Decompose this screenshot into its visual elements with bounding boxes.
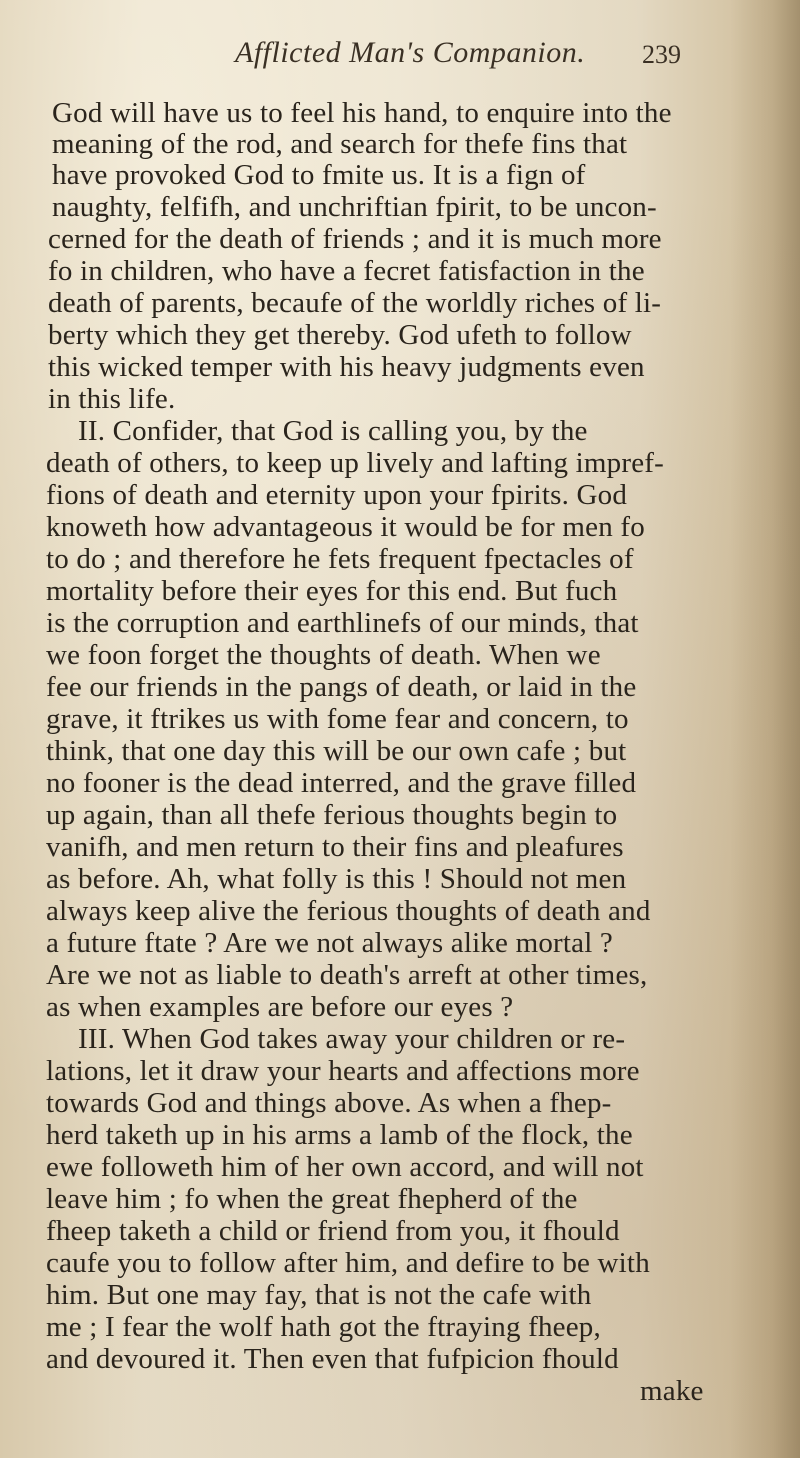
text-line: knoweth how advantageous it would be for men fo [46, 511, 645, 543]
text-line: up again, than all thefe ferious thoughts begin to [46, 799, 618, 831]
text-line: have provoked God to fmite us. It is a fign of [52, 159, 586, 191]
text-line: is the corruption and earthlinefs of our minds, that [46, 607, 639, 639]
page-number: 239 [642, 40, 681, 69]
text-line: and devoured it. Then even that fufpicion fhould [46, 1343, 619, 1375]
text-line: ewe followeth him of her own accord, and will not [46, 1151, 644, 1183]
running-title: Afflicted Man's Companion. [235, 36, 586, 69]
text-line: think, that one day this will be our own cafe ; but [46, 735, 627, 767]
text-line: meaning of the rod, and search for thefe fins that [52, 128, 628, 160]
text-line: death of parents, becaufe of the worldly riches of li- [48, 287, 662, 319]
text-line: vanifh, and men return to their fins and pleafures [46, 831, 624, 863]
page-header [0, 30, 800, 80]
text-line: Are we not as liable to death's arreft at other times, [46, 959, 648, 991]
text-line: leave him ; fo when the great fhepherd of the [46, 1183, 578, 1215]
text-line: mortality before their eyes for this end. But fuch [46, 575, 618, 607]
text-line: caufe you to follow after him, and defire to be with [46, 1247, 650, 1279]
text-line: fo in children, who have a fecret fatisfaction in the [48, 255, 645, 287]
text-line: in this life. [48, 383, 176, 415]
text-line: we foon forget the thoughts of death. When we [46, 639, 601, 671]
text-line: a future ftate ? Are we not always alike mortal ? [46, 927, 614, 959]
text-line: God will have us to feel his hand, to enquire into the [52, 97, 672, 129]
text-line: III. When God takes away your children or re- [78, 1023, 626, 1055]
catchword: make [640, 1375, 704, 1407]
text-line: death of others, to keep up lively and lafting impref- [46, 447, 665, 479]
text-line: berty which they get thereby. God ufeth to follow [48, 319, 632, 351]
text-line: fions of death and eternity upon your fpirits. God [46, 479, 628, 511]
text-line: naughty, felfifh, and unchriftian fpirit, to be uncon- [52, 191, 657, 223]
text-line: fheep taketh a child or friend from you, it fhould [46, 1215, 620, 1247]
page-edge-shadow [730, 0, 800, 1458]
text-line: as when examples are before our eyes ? [46, 991, 514, 1023]
text-line: always keep alive the ferious thoughts of death and [46, 895, 651, 927]
text-line: to do ; and therefore he fets frequent fpectacles of [46, 543, 634, 575]
text-line: lations, let it draw your hearts and affections more [46, 1055, 640, 1087]
text-line: no fooner is the dead interred, and the grave filled [46, 767, 637, 799]
text-line: as before. Ah, what folly is this ! Should not men [46, 863, 627, 895]
text-line: fee our friends in the pangs of death, or laid in the [46, 671, 637, 703]
text-line: cerned for the death of friends ; and it is much more [48, 223, 662, 255]
text-line: this wicked temper with his heavy judgments even [48, 351, 645, 383]
text-line: herd taketh up in his arms a lamb of the flock, the [46, 1119, 633, 1151]
text-line: me ; I fear the wolf hath got the ftraying fheep, [46, 1311, 601, 1343]
text-line: towards God and things above. As when a fhep- [46, 1087, 612, 1119]
text-line: him. But one may fay, that is not the cafe with [46, 1279, 592, 1311]
text-line: grave, it ftrikes us with fome fear and concern, to [46, 703, 629, 735]
text-line: II. Confider, that God is calling you, by the [78, 415, 588, 447]
